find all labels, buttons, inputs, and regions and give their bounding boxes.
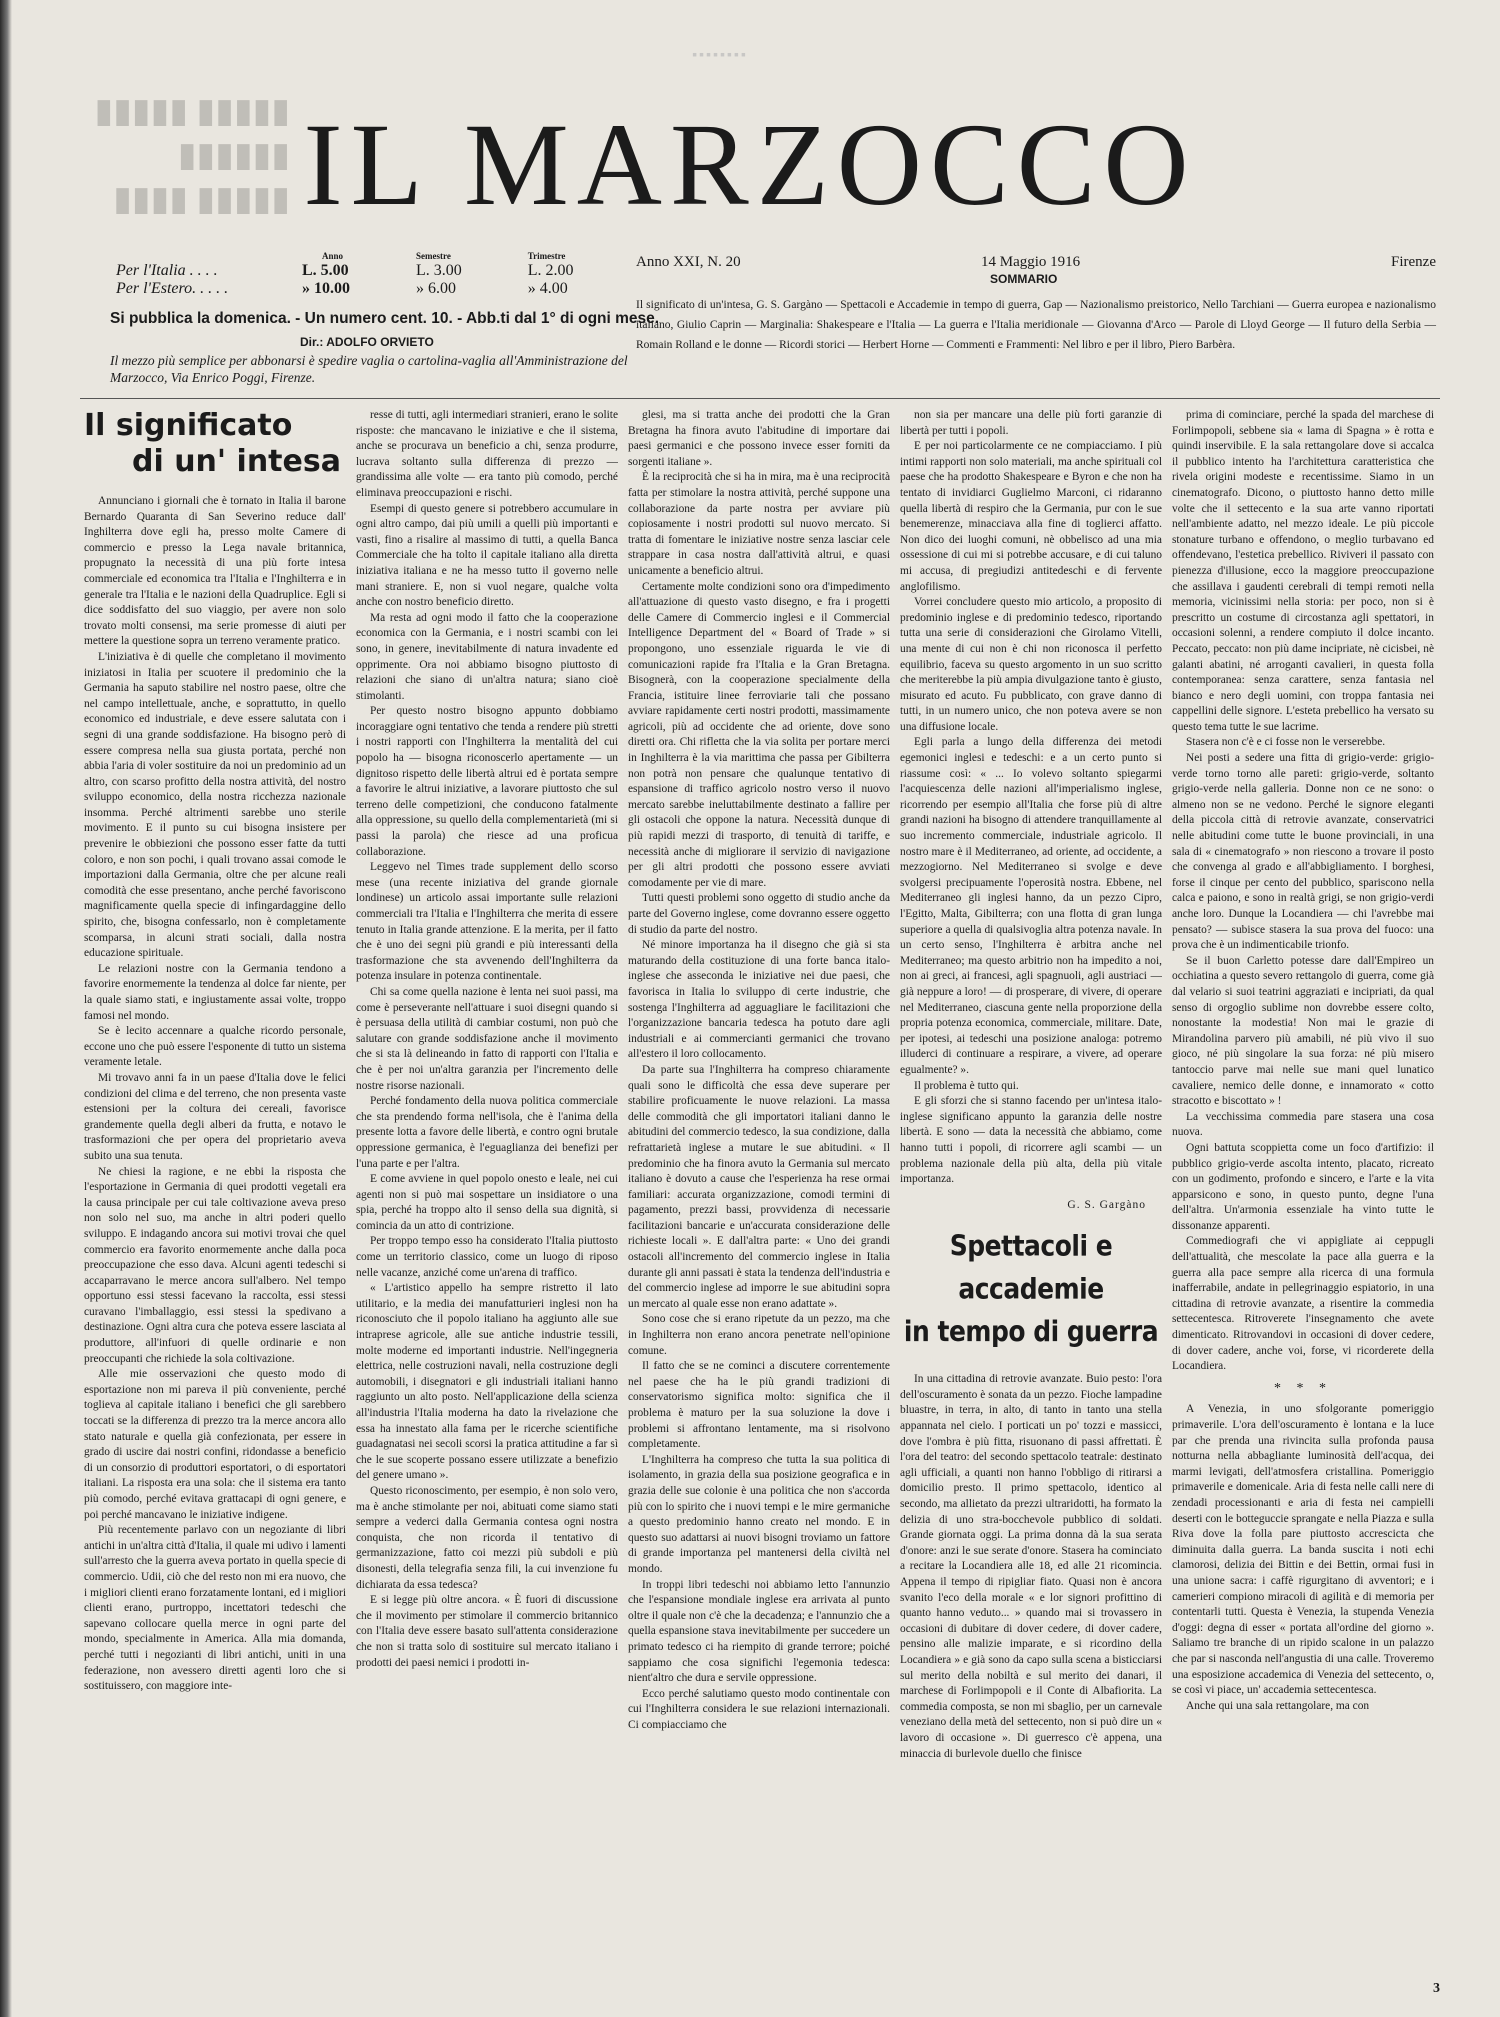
issue-number: Anno XXI, N. 20 [636,254,741,270]
paragraph: Ne chiesi la ragione, e ne ebbi la risposta che l'esportazione in Germania di quei prodotti vegetali era la causa principale per cui tale coltivazione aveva preso non solo nel suo, ma anche in altri poderi quello sviluppo. E indagando ancora sui motivi trovai che quel commercio era favorito enormemente anche dalla poca preoccupazione che esso dava. Alcuni agenti tedeschi si accaparravano le merce ancora sull'albero. Nel tempo opportuno essi stessi facevano la raccolta, essi stessi curavano l'imballaggio, essi stessi la spedivano a destinazione. Ogni altra cura che poteva essere lasciata al produttore, all'infuori di quelle ordinarie e non preoccupanti che richiede la sola coltivazione. [84,1165,346,1365]
paragraph: non sia per mancare una delle più forti garanzie di libertà per tutti i popoli. [900,409,1162,437]
paragraph: Esempi di questo genere si potrebbero accumulare in ogni altro campo, dai più umili a quelli più importanti e vasti, fino a risalire al massimo di tutti, a quella Banca Commerciale che ha tolto il capitale italiano alla diretta iniziativa italiana e ne ha messo tutto il governo nelle mani straniere. E, non si vuol negare, qualche volta anche con nostro beneficio diretto. [356,502,618,609]
subscription-header-row [110,250,580,262]
article-body [1172,408,1434,1375]
paragraph: Ogni battuta scoppietta come un foco d'artifizio: il pubblico grigio-verde ascolta intento, placato, ricreato con un godimento, profondo e sincero, e l'arte e la vita apparsicono e sono, in questo punto, degne l'una dell'altra. Un'armonia essenziale ha vinto tutte le dissonanze apparenti. [1172,1141,1434,1232]
paragraph: In una cittadina di retrovie avanzate. Buio pesto: l'ora dell'oscuramento è sonata da un pezzo. Fioche lampadine bluastre, in terra, in alto, di tanto in tanto una stella appannata nel cielo. I porticati un po' tozzi e massicci, dove l'ombra è più fitta, risuonano di passi affrettati. È l'ora del teatro: del secondo spettacolo teatrale: destinato agli ufficiali, a quanti non hanno l'obbligo di ritirarsi a domicilio presto. Il primo spettacolo, identico al secondo, ma allietato da prezzi ultraridotti, ha formato la delizia di uno stra-bocchevole pubblico di soldati. Grande giornata oggi. La prima donna dà la sua serata d'onore: anzi le sue serate d'onore. Stasera ha cominciato a recitare la Locandiera alle 18, ed alle 21 ricomincia. Appena il tempo di ripigliar fiato. Quasi non è ancora svanito l'eco della morale « e lor signori profittino di quanto hanno veduto... » quando mai si trovassero in occasioni di dubitare di dover cedere, di dover cadere, pensino alle malizie imparate, e si ricordino della Locandiera » e già sono da capo sulla scena a bisticciarsi sul merito della nobiltà e sul merito dei danari, il marchese di Forlimpopoli e il Conte di Albafiorita. La commedia composta, se non mi sbaglio, per un carnevale veneziano della metà del settecento, non si può dire un « lavoro di occasione ». Di guerresco c'è appena, una minaccia di burlevole duello che finisce [900,1373,1162,1760]
bleed-through-advertisement: ▮▮▮▮▮ ▮▮▮▮▮ ▮▮▮▮▮▮ ▮▮▮▮▮ ▮▮▮▮ [94,93,290,218]
subscription-instructions: Il mezzo più semplice per abbonarsi è spedire vaglia o cartolina-vaglia all'Amministrazione del Marzocco, Via Enrico Poggi, Firenze. [110,353,628,385]
paragraph: Più recentemente parlavo con un negoziante di libri antichi in un'altra città d'Italia, il quale mi udivo i lamenti sull'arresto che la guerra aveva portato in quella specie di commercio. Udii, ciò che del resto non mi era nuovo, che i migliori clienti erano forzatamente lontani, ed i migliori clienti erano, purtroppo, incettatori tedeschi che sapevano collocare quella merce in ogni parte del mondo, specialmente in America. Alla mia domanda, perché tutti i negozianti di libri antichi, uniti in una federazione, non avessero diretti agenti loro che si sostituissero, con maggiore inte- [84,1524,346,1693]
article-body [628,408,890,1733]
paragraph: Nei posti a sedere una fitta di grigio-verde: grigio-verde torno torno alle pareti: grigio-verde, soltanto grigio-verde nella galleria. Donne non ce ne sono: o almeno non se ne vedono. Perché le signore eleganti della piccola città di retrovie avanzate, conservatrici nelle abitudini come tutte le buone provinciali, in una sala di « cinematografo » non riescono a trovare il posto che convenga al grado e all'abbigliamento. I borghesi, forse il cinque per cento del pubblico, spariscono nella calca e paiono, e sono in realtà grigi, se non grigio-verdi anche loro. Dunque la Locandiera — chi l'avrebbe mai pensato? — subisce stasera la sua prova del fuoco: una prova che è un indimenticabile trionfo. [1172,752,1434,952]
row-label: Per l'Estero. . . . . [116,280,229,297]
paragraph: Mi trovavo anni fa in un paese d'Italia dove le felici condizioni del clima e del terreno, che non presenta vaste estensioni per la coltura dei cereali, favorisce grandemente quella degli alberi da frutta, e notavo le trasformazioni che per opera del proprietario aveva subito una sua tenuta. [84,1071,346,1162]
column-4 [900,408,1162,1998]
price-anno: » 10.00 [302,280,350,297]
column-2 [356,408,618,1998]
subscription-table [110,250,630,298]
article-title-line: in tempo di guerra [903,1314,1159,1349]
header-rule [80,398,1440,399]
subscription-row-italia [110,262,580,280]
paragraph: prima di cominciare, perché la spada del marchese di Forlimpopoli, sebbene sia « lama di Spagna » è rotta e quindi inservibile. E la sala rettangolare dove si accalca il pubblico intento ha l'architettura caratteristica che rivela origini modeste e recentissime. Siamo in un cinematografo. Dicono, o piuttosto hanno detto mille volte che il settecento e la sua arte vanno riportati nell'ambiente adatto, nel mezzo ideale. Le più piccole stonature turbano e offendono, o meglio turbavano ed offendevano, l'estetica prebellico. Riviveri il passato con pienezza d'illusione, ecco la maggiore preoccupazione che assillava i gaudenti cerebrali di tempi remoti nella memoria, vicinissimi nella storia: per poco, non si è prescritto un costume di circostanza agli spettatori, in occasioni solenni, a rendere compiuto il dolce incanto. Peccato, peccato: non più dame incipriate, nè cicisbei, nè galanti abatini, né arroganti cavalieri, in questa folla contemporanea: senza carattere, senza fantasia nel bianco e nero degli uomini, con troppa fantasia nei cappellini delle signore. L'esteta prebellico ha versato su questo tema tutte le sue lacrime. [1172,409,1434,733]
price-trimestre: » 4.00 [527,280,568,297]
paragraph: A Venezia, in uno sfolgorante pomeriggio primaverile. L'ora dell'oscuramento è lontana e la luce par che prenda una rivincita sulla profonda pausa notturna nella abbagliante luminosità dell'acqua, dei marmi levigati, dell'atmosfera cristallina. Pomeriggio primaverile e domenicale. Aria di festa nelle calli nere di zendadi processionanti e aria di festa nei campielli deserti con le botteguccie sprangate e nella Piazza e sulla Riva dove la folla pare piuttosto accrescicta che diminuita dalla guerra. La banda suscita i noti echi clamorosi, delizia dei Bittin e dei Bettin, ormai fusi in una unione sacra: i caffè rigurgitano di avventori; e i camerieri compiono miracoli di agilità e di memoria per contentarli tutti. Questa è Venezia, la stupenda Venezia d'oggi: degna di esser « portata all'ordine del giorno ». Saliamo tre branche di un ripido scalone in un palazzo che par si nasconda nell'angustia di una calle. Troveremo una esposizione accademica di Venezia del settecento, o, se così vi piace, un' accademia settecentesca. [1172,1403,1434,1697]
paragraph: Perché fondamento della nuova politica commerciale che sta prendendo forma nell'isola, che è l'anima della presente lotta a favore delle libertà, e contro ogni brutale oppressione germanica, è l'eguaglianza dei benefizi per l'una parte e per l'altra. [356,1095,618,1170]
article-body [84,494,346,1695]
paragraph: La vecchissima commedia pare stasera una cosa nuova. [1172,1110,1434,1139]
paragraph: E come avviene in quel popolo onesto e leale, nei cui agenti non si può mai sospettare un insidiatore o una spia, perché ha troppo alto il senso della sua dignità, si comincia da un atto di contrizione. [356,1173,618,1232]
article-body [900,408,1162,1188]
paragraph: Leggevo nel Times trade supplement dello scorso mese (una recente iniziativa del grande giornale londinese) un articolo assai importante sulle relazioni commerciali tra l'Italia e l'Inghilterra che merita di essere tenuto in Italia grande attenzione. E la merita, per il fatto che è uno dei segni più grandi e più interessanti della trasformazione che sta avvenendo dell'Inghilterra da potenza insulare in potenza continentale. [356,861,618,983]
paragraph: Anche qui una sala rettangolare, ma con [1186,1699,1370,1712]
paragraph: E per noi particolarmente ce ne compiacciamo. I più intimi rapporti non solo materiali, ma anche spirituali col paese che ha prodotto Shakespeare e Byron e che non ha tentato di invidiarci Guglielmo Marconi, ci ridaranno quella libertà di respiro che la Germania, pur con le sue benemerenze, minacciava alla fine di toglierci affatto. Non dico dei luoghi comuni, nè obbelisco ad una mia ossessione di cui mi si potrebbe accusare, e di cui taluno mi accusa, di pregiudizi antitedeschi e di fervente anglofilismo. [900,440,1162,593]
col-label-trimestre: Trimestre [527,251,566,261]
paragraph: Certamente molte condizioni sono ora d'impedimento all'attuazione di questo vasto disegno, e fra i progetti delle Camere di Commercio inglesi e il Commercial Intelligence Department del « Board of Trade » si propongono, uno essenziale riguarda le vie di comunicazioni rapide fra l'Italia e la Gran Bretagna. Bisognerà, con la cooperazione specialmente della Francia, istituire linee ferroviarie tali che possano avviare rapidamente certi nostri prodotti, massimamente agricoli, più ad occidente che ad oriente, dove sono diretti ora. Chi rifletta che la via solita per portare merci in Inghilterra è la via marittima che passa per Gibilterra non potrà non pensare che qualunque tentativo di espansione di traffico agricolo nostro verso il nuovo mercato sarebbe ineluttabilmente destinato a fallire per gli ostacoli che oppone la natura. Necessità dunque di più rapidi mezzi di trasporto, di tenuità di tariffe, e necessità anche di migliorare il servizio di navigazione per gli altri prodotti che possono essere avviati comodamente per vie di mare. [628,580,890,889]
paragraph: È la reciprocità che si ha in mira, ma è una reciprocità fatta per stimolare la nostra attività, perché suppone una collaborazione da parte nostra per avviare più copiosamente i nostri prodotti sul nuovo mercato. Si tratta di fomentare le iniziative nostre senza lasciar cele strappare in casa nostra dall'attività altrui, e quasi unicamente a beneficio altrui. [628,471,890,577]
article-signature: G. S. Gargàno [1067,1198,1146,1211]
publication-info: Si pubblica la domenica. - Un numero cent. 10. - Abb.ti dal 1° di ogni mese. [110,310,660,327]
paragraph: Sono cose che si erano ripetute da un pezzo, ma che in Inghilterra non erano ancora penetrate nell'opinione comune. [628,1313,890,1357]
article-title-line: di un' intesa [132,444,341,479]
paragraph: Per questo nostro bisogno appunto dobbiamo incoraggiare ogni tentativo che tenda a rendere più stretti i nostri rapporti con l'Inghilterra la mentalità del cui popolo ha — bisogna riconoscerlo apertamente — un dignitoso rispetto delle libertà altrui ed è portata sempre a favorire le altrui iniziative, a lavorare piuttosto che sul terreno delle competizioni, che conducono fatalmente alla oppressione, su quello della complementarietà (mi si passi la parola) che riesce ad una proficua collaborazione. [356,705,618,858]
paragraph: Questo riconoscimento, per esempio, è non solo vero, ma è anche stimolante per noi, abituati come siamo stati sempre a vederci dalla Germania contesa ogni nostra conquista, che non ricorda il tentativo di germanizzazione, fatto coi mezzi più subdoli e più disonesti, della telegrafia senza fili, la cui invenzione fu dichiarata da essa tedesca? [356,1484,618,1591]
paragraph: Egli parla a lungo della differenza dei metodi egemonici inglesi e tedeschi: e a un certo punto si riassume così: « ... Io volevo soltanto spiegarmi l'acquiescenza delle nazioni all'imperialismo inglese, ricorrendo per esempio all'Italia che forse più di altre grandi nazioni ha bisogno di attendere tranquillamente al suo incremento commerciale, industriale agricolo. Il nostro mare è il Mediterraneo, ad oriente, ad occidente, a mezzogiorno. Nel Mediterraneo si svolge e deve svolgersi precipuamente l'operosità nostra. Ebbene, nel Mediterraneo gli inglesi hanno, da un pezzo Cipro, l'Egitto, Malta, Gibilterra; con una flotta di gran lunga superiore a quella di qualsivoglia altra potenza navale. In un certo senso, l'Inghilterra è arbitra anche nel Mediterraneo; ma questo arbitrio non ha impedito a noi, non ai greci, ai francesi, agli spagnuoli, agli austriaci — già neppure a loro! — di prosperare, di vivere, di operare nel Mediterraneo, ciascuna gente nella proporzione della propria potenza economica, commerciale, militare. Date, per ipotesi, ai tedeschi una posizione analoga: potremo illuderci di continuare a respirare, a vivere, ad operare egualmente? ». [900,736,1162,1076]
paragraph: In troppi libri tedeschi noi abbiamo letto l'annunzio che l'espansione mondiale inglese era arrivata al punto oltre il quale non c'è che la decadenza; e l'annunzio che a quella espansione stava inevitabilmente per succedere un primato tedesco ci ha riempito di grande terrore; poiché sappiamo che cosa significhi l'egemonia tedesca: nient'altro che dura e servile oppressione. [628,1578,890,1685]
issue-place: Firenze [1391,254,1436,270]
paragraph: Annunciano i giornali che è tornato in Italia il barone Bernardo Quaranta di San Severino reduce dall' Inghilterra dove egli ha, presso molte Camere di commercio e presso la Lega navale britannica, propugnato la necessità di una più forte intesa commerciale ed economica tra l'Italia e l'Inghilterra e in generale tra l'Italia e le nazioni della Quadruplice. Egli si dice soddisfatto del suo viaggio, per avere non solo trovato molti consensi, ma serie promesse di aiuti per mettere la questione sopra un terreno veramente pratico. [84,495,346,648]
paragraph: Da parte sua l'Inghilterra ha compreso chiaramente quali sono le difficoltà che essa deve superare per stabilire proficuamente le nuove relazioni. La massa delle commodità che gli importatori italiani danno le abitudini del commercio tedesco, la sua condizione, dalla refrattarietà inglese a mutare le sue abitudini. « Il predominio che ha finora avuto la Germania sul mercato italiano è dovuto a cause che l'esperienza ha rese ormai familiari: accurata organizzazione, comodi termini di pagamento, prezzi bassi, provvidenza di necessarie facilitazioni bancarie e un'accurata considerazione delle richieste locali ». E dall'altra parte: « Uno dei grandi ostacoli all'incremento del commercio inglese in Italia durante gli anni passati è stata la tendenza dell'industria e del commercio inglese ad imporre le sue abitudini sopra un mercato al quale esse non erano adattate ». [628,1063,890,1310]
paragraph: Tutti questi problemi sono oggetto di studio anche da parte del Governo inglese, come dovranno essere oggetto di studio da parte del nostro. [628,892,890,936]
price-semestre: » 6.00 [416,280,456,297]
article-title-line: Il significato [84,408,293,443]
bleed-through-header: ▪▪▪▪▪▪▪▪ [690,48,746,63]
sommario-title: SOMMARIO [990,272,1058,286]
director-line: Dir.: ADOLFO ORVIETO [300,335,434,349]
paragraph: « L'artistico appello ha sempre ristretto il lato utilitario, e la media dei manufatturieri inglesi non ha riconosciuto che il popolo italiano ha aggiunto alle sue intraprese agricole, alle sue antiche industrie tessili, molte moderne ed importanti industrie. Nell'ingegneria elettrica, nelle costruzioni navali, nella costruzione degli automobili, i disegnatori e gli industriali italiani hanno raggiunto un alto posto. Nell'applicazione della scienza all'industria l'Italia moderna ha dato la rivelazione che essa ha innestato alla fama per le ricerche scientifiche guadagnatasi nei secoli scorsi la pratica attitudine a far sì che le sue scoperte possano essere utilizzate a benefizio del genere umano ». [356,1282,618,1482]
paragraph: Se è lecito accennare a qualche ricordo personale, eccone uno che può essere l'esponente di tutto un sistema veramente letale. [84,1025,346,1069]
paragraph: E si legge più oltre ancora. « È fuori di discussione che il movimento per stimolare il commercio britannico con l'Italia deve essere basato sull'attenta considerazione che non si tratta solo di sostituire sul mercato italiano i prodotti dei paesi nemici i prodotti in- [356,1594,618,1669]
paragraph: Vorrei concludere questo mio articolo, a proposito di predominio inglese e di predominio tedesco, riportando tutta una serie di considerazioni che Girolamo Vitelli, una mente di cui non è chi non riconosca il perfetto equilibrio, faceva su questo argomento in un suo scritto che meriterebbe la più ampia divulgazione tanto è giusto, misurato ed acuto. Fu pubblicato, con grave danno di tutti, in un numero unico, che non poteva avere se non una diffusione locale. [900,596,1162,733]
paragraph: Ecco perché salutiamo questo modo continentale con cui l'Inghilterra considera le sue relazioni internazionali. Ci compiacciamo che [628,1687,890,1731]
page-number: 3 [1433,1981,1440,1996]
sommario-contents: Il significato di un'intesa, G. S. Gargàno — Spettacoli e Accademie in tempo di guerra, Gap — Nazionalismo preistorico, Nello Tarchiani — Guerra europea e nazionalismo italiano, Giulio Caprin — Marginalia: Shakespeare e l'Italia — La guerra e l'Italia meridionale — Giovanna d'Arco — Parole di Lloyd George — Il futuro della Serbia — Romain Rolland e le donne — Ricordi storici — Herbert Horne — Commenti e Frammenti: Nel libro e per il libro, Piero Barbèra. [636,299,1436,351]
article-title-spettacoli [900,1225,1162,1353]
paragraph: Se il buon Carletto potesse dare dall'Empireo un occhiatina a questo severo rettangolo di guerra, come già dal velario si suoi teatrini aggraziati e incipriati, da qual senso di orgoglio sublime non dovrebbe essere colto, nonostante la modestia! Non mai le grazie di Mirandolina parvero più amabili, né più vivo il suo gioco, né più singolare la sua forza: né più misero tantoccio parve mai nelle sue mani quel lunatico cavaliere, nemico delle donne, e innamorato « cotto stracotto e biscottato » ! [1172,954,1434,1108]
paragraph: Ma resta ad ogni modo il fatto che la cooperazione economica con la Germania, e i nostri scambi con lei sono, in genere, inevitabilmente di natura invadente ed opprimente. Ora noi abbiamo bisogno piuttosto di relazioni che siano di un'altra natura; siano cioè stimolanti. [356,611,618,702]
subscription-row-estero [110,280,580,298]
price-anno: L. 5.00 [302,262,349,279]
masthead-title: IL MARZOCCO [303,99,1197,230]
column-1 [84,408,346,1998]
column-3 [628,408,890,1998]
paragraph: resse di tutti, agli intermediari stranieri, erano le solite risposte: che mancavano le iniziative e che il sistema, anche se procurava un beneficio a chi, senza produrre, lucrava soltanto sulla differenza di prezzo — grandissima alle volte — era tanto più comodo, perché eliminava preoccupazioni e rischi. [356,409,618,499]
paragraph: Commediografi che vi appigliate ai ceppugli dell'attualità, che mescolate la pace alla guerra e la guerra alla pace sempre alla ricerca di una formula inafferrabile, andate in pellegrinaggio espiatorio, in una cittadina di retrovie avanzate, a risentire la commedia settecentesca. Ritroverete l'insegnamento che avete dimenticato. Ritrovandovi in occasioni di dover cedere, di dover cadere, anche voi, forse, vi ricorderete della Locandiera. [1172,1235,1434,1373]
article-body [356,408,618,1671]
page-edge-shadow [0,0,12,2017]
section-divider-stars: * * * [1274,1380,1332,1396]
article-body [1172,1402,1434,1714]
col-label-semestre: Semestre [416,251,451,261]
paragraph: Per troppo tempo esso ha considerato l'Italia piuttosto come un territorio classico, come un luogo di riposo nelle vacanze, anziché come un'arena di traffico. [356,1235,618,1279]
article-body [900,1372,1162,1762]
price-semestre: L. 3.00 [416,262,462,279]
paragraph: Il problema è tutto qui. [914,1079,1019,1092]
issue-date: 14 Maggio 1916 [981,254,1081,270]
article-title-line: Spettacoli e accademie [949,1229,1113,1306]
col-label-anno: Anno [322,251,344,261]
paragraph: Il fatto che se ne cominci a discutere correntemente nel paese che ha le più grandi tradizioni di conservatorismo significa molto: significa che il problema è maturo per la sua soluzione la dove i problemi si affrontano lentamente, ma si risolvono completamente. [628,1360,890,1451]
paragraph: Alle mie osservazioni che questo modo di esportazione non mi pareva il più conveniente, perché toglieva al capitale italiano i benefici che gli sarebbero toccati se la differenza di prezzo tra la merce ancora allo stato naturale e quella già confezionata, per essere in grado di uscire dai nostri confini, ridondasse a beneficio di un consorzio di produttori esportatori, o di esportatori italiani. La risposta era una sola: che il sistema era tanto più comodo, perché evitava grattacapi di ogni genere, e poi perché mancavano le iniziative indigene. [84,1368,346,1521]
paragraph: Chi sa come quella nazione è lenta nei suoi passi, ma come è perseverante nell'attuare i suoi disegni quando si è persuasa della utilità di cambiar costumi, non può che salutare con grande soddisfazione anche il movimento che si sta là delineando in fatto di rapporti con l'Italia e che è per noi un'altra garanzia per l'incremento delle nostre risorse nazionali. [356,985,618,1092]
price-trimestre: L. 2.00 [527,262,574,279]
paragraph: Stasera non c'è e ci fosse non le verserebbe. [1186,736,1386,749]
paragraph: Le relazioni nostre con la Germania tendono a favorire enormemente la tendenza al dolce far niente, per la quale siamo stati, e ingiustamente assai volte, troppo famosi nel mondo. [84,962,346,1022]
paragraph: L'iniziativa è di quelle che completano il movimento iniziatosi in Italia per scuotere il predominio che la Germania ha saputo stabilire nel nostro paese, oltre che nel campo intellettuale, anche, e soprattutto, in quello economico ed industriale, e deve essere salutata con i segni di una grande soddisfazione. Ha bisogno però di essere compresa nella sua giusta portata, perché non abbia l'aria di voler sostituire da noi un predominio ad un altro, con scarso profitto della nostra attività, del nostro sviluppo economico, della nostra ricchezza nazionale insomma. Perché altrimenti sarebbe uno sterile movimento. E il punto su cui bisogna insistere per prevenire le obbiezioni che possono esser fatte da tutti coloro, e non son pochi, i quali trovano assai comode le importazioni dalla Germania, oltre che per alcune reali comodità che esse presentano, anche perché favoriscono magnificamente quella specie di infingardaggine dello spirito, che, bisogna confessarlo, non è completamente scomparsa, in alcuni strati sociali, dalla nostra educazione spirituale. [84,650,346,960]
paragraph: E gli sforzi che si stanno facendo per un'intesa italo-inglese significano appunto la garanzia delle nostre libertà. E sono — data la necessità che abbiamo, come hanno tutti i popoli, di ricorrere agli scambi — un problema nazionale della più alta, della più vitale importanza. [900,1095,1162,1186]
paragraph: Né minore importanza ha il disegno che già si sta maturando della costituzione di una forte banca italo-inglese che asseconda le iniziative nei due paesi, che favorisca in Italia lo sviluppo di certe industrie, che sostenga l'Inghilterra ad agguagliare le facilitazioni che l'organizzazione bancaria tedesca ha potuto dare agli industriali e ai commercianti germanici che trovano all'estero il loro collocamento. [628,939,890,1061]
paragraph: glesi, ma si tratta anche dei prodotti che la Gran Bretagna ha finora avuto l'abitudine di importare dai paesi germanici e che possono invece esser forniti da sorgenti italiane ». [628,409,890,468]
article-title-significato [84,408,346,480]
column-5 [1172,408,1434,1998]
paragraph: L'Inghilterra ha compreso che tutta la sua politica di isolamento, in grazia della sua posizione geografica e in grazia delle sue colonie è una politica che non s'accorda più con lo spirito che i nuovi tempi e le mire germaniche a questo predominio hanno creato nel mondo. E in questo suo adattarsi ai nuovi bisogni troviamo un fattore di grande importanza pel mantenersi della civiltà nel mondo. [628,1453,890,1575]
row-label: Per l'Italia . . . . [116,262,218,279]
